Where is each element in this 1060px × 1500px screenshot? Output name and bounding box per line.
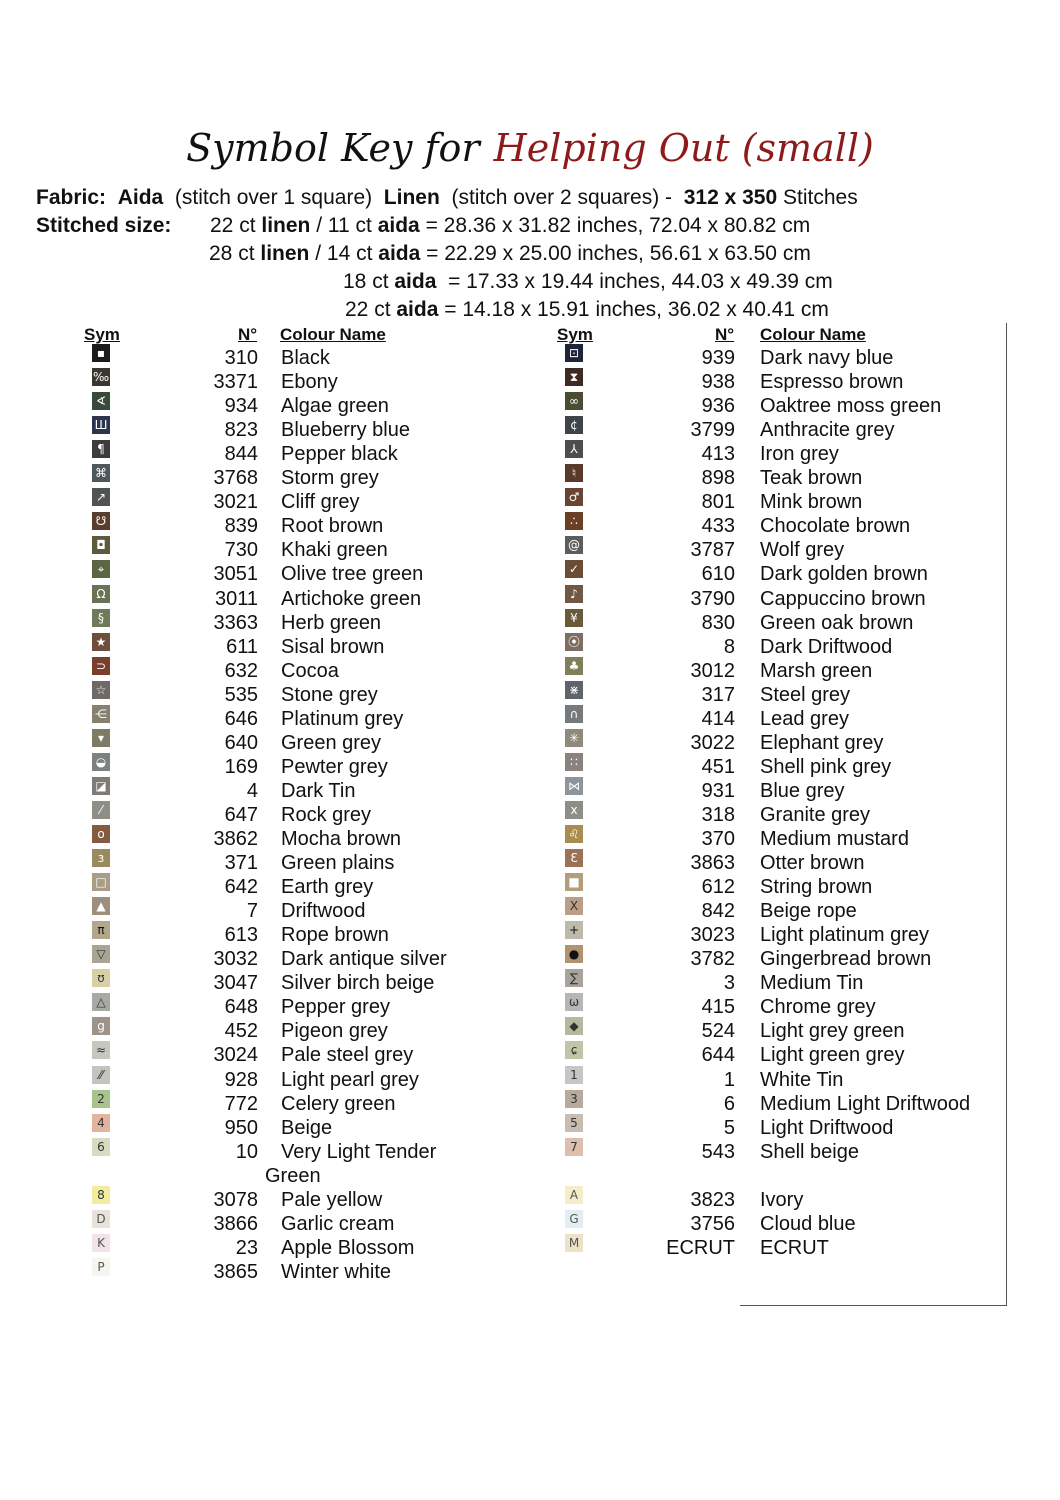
dmc-number: 3768 [213,467,258,489]
bottom-border-line [740,1305,1007,1306]
stitches-word: Stitches [783,186,858,209]
symbol-swatch-icon: 8 [92,1186,110,1204]
dmc-number: 610 [701,563,735,585]
symbol-swatch-icon: ⌖ [92,560,110,578]
dmc-number: 613 [224,924,258,946]
dmc-number: 318 [701,804,735,826]
colour-name: Dark navy blue [760,347,894,369]
symbol-swatch-icon: ✳ [565,729,583,747]
symbol-swatch-icon: ɕ [565,1041,583,1059]
dmc-number: 632 [224,660,258,682]
colour-name: Pepper black [281,443,398,465]
dmc-number: 7 [246,900,258,922]
symbol-swatch-icon: 6 [92,1138,110,1156]
dmc-number: 370 [701,828,735,850]
colour-name: Celery green [281,1093,396,1115]
colour-name: Storm grey [281,467,379,489]
dmc-number: 415 [701,996,735,1018]
colour-name: Anthracite grey [760,419,895,441]
dmc-number: 928 [224,1069,258,1091]
dmc-number: 839 [224,515,258,537]
colour-name: Mink brown [760,491,863,513]
dmc-number: 310 [224,347,258,369]
dmc-number: 169 [224,756,258,778]
stitch-count: 312 x 350 [683,186,778,209]
symbol-swatch-icon: ■ [565,873,583,891]
colour-name: Dark Driftwood [760,636,893,658]
symbol-swatch-icon: ∞ [565,392,583,410]
dmc-number: 823 [224,419,258,441]
stitched-size-label: Stitched size: [36,214,172,237]
colour-name: Sisal brown [281,636,385,658]
pattern-name: Helping Out (small) [493,126,874,170]
dmc-number: 612 [701,876,735,898]
dmc-number: 647 [224,804,258,826]
symbol-swatch-icon: ♌ [565,825,583,843]
symbol-swatch-icon: M [565,1234,583,1252]
symbol-swatch-icon: ♂ [565,488,583,506]
symbol-swatch-icon: o [92,825,110,843]
dmc-number: 950 [224,1117,258,1139]
colour-name: Winter white [281,1261,392,1283]
stitched-size-line: 28 ct linen / 14 ct aida = 22.29 x 25.00 inches, 56.61 x 63.50 cm [209,242,811,265]
dmc-number: 10 [235,1141,258,1163]
symbol-swatch-icon: 1 [565,1066,583,1084]
colour-name: ECRUT [760,1237,829,1259]
colour-name: Driftwood [281,900,366,922]
colour-name: Root brown [281,515,384,537]
colour-name: Wolf grey [760,539,845,561]
colour-name: Dark golden brown [760,563,928,585]
symbol-swatch-icon: ¥ [565,609,583,627]
dmc-number: 317 [701,684,735,706]
colour-name: Green oak brown [760,612,914,634]
colour-name: Stone grey [281,684,378,706]
symbol-swatch-icon: X [565,897,583,915]
colour-name: Pewter grey [281,756,388,778]
dmc-number: 4 [246,780,258,802]
dmc-number: 6 [723,1093,735,1115]
colour-name: Oaktree moss green [760,395,942,417]
symbol-swatch-icon: D [92,1210,110,1228]
symbol-swatch-icon: △ [92,993,110,1011]
colour-name: Green plains [281,852,395,874]
colour-name-header: Colour Name [280,325,386,344]
symbol-swatch-icon: ∢ [92,392,110,410]
colour-name: Light grey green [760,1020,905,1042]
dmc-number: 3790 [690,588,735,610]
page-title [0,126,1060,170]
symbol-swatch-icon: ⦿ [565,633,583,651]
sym-header: Sym [557,325,593,344]
dmc-number: 648 [224,996,258,1018]
dmc-number: 934 [224,395,258,417]
colour-name: Ivory [760,1189,804,1211]
dmc-number: 371 [224,852,258,874]
symbol-swatch-icon: ⁄⁄ [92,1066,110,1084]
colour-name: Earth grey [281,876,374,898]
symbol-swatch-icon: ɜ [92,849,110,867]
dmc-number: 543 [701,1141,735,1163]
dmc-number: 413 [701,443,735,465]
dmc-number: 23 [235,1237,258,1259]
colour-name: Khaki green [281,539,388,561]
colour-name: Chocolate brown [760,515,911,537]
dmc-number: 451 [701,756,735,778]
colour-name: Artichoke green [281,588,422,610]
symbol-swatch-icon: A [565,1186,583,1204]
symbol-swatch-icon: ⋈ [565,777,583,795]
colour-name: Marsh green [760,660,873,682]
dmc-number: 3866 [213,1213,258,1235]
colour-name: Cocoa [281,660,339,682]
dmc-number: 3371 [213,371,258,393]
dmc-number: 938 [701,371,735,393]
symbol-swatch-icon: ⊡ [565,344,583,362]
dmc-number: 830 [701,612,735,634]
colour-name: Pale steel grey [281,1044,414,1066]
symbol-swatch-icon: ▲ [92,897,110,915]
symbol-swatch-icon: ⋇ [565,681,583,699]
symbol-swatch-icon: g [92,1017,110,1035]
symbol-swatch-icon: ⧗ [565,368,583,386]
colour-name: Algae green [281,395,389,417]
number-header: N° [238,325,258,344]
symbol-swatch-icon: ⁄ [92,801,110,819]
colour-name: Espresso brown [760,371,904,393]
dmc-number: 3863 [690,852,735,874]
symbol-swatch-icon: 4 [92,1114,110,1132]
colour-name: Shell beige [760,1141,859,1163]
dmc-number: 5 [723,1117,735,1139]
fabric-label: Fabric: [36,186,107,209]
symbol-swatch-icon: ‰ [92,370,110,384]
colour-name: Pepper grey [281,996,390,1018]
stitched-size-line: 18 ct aida = 17.33 x 19.44 inches, 44.03 x 49.39 cm [343,270,833,293]
symbol-swatch-icon: 3 [565,1090,583,1108]
dmc-number: 3024 [213,1044,258,1066]
colour-name: Steel grey [760,684,851,706]
dmc-number: 842 [701,900,735,922]
stitched-size-line: 22 ct aida = 14.18 x 15.91 inches, 36.02 x 40.41 cm [345,298,829,321]
symbol-swatch-icon: ⌘ [92,464,110,482]
colour-name: Olive tree green [281,563,424,585]
colour-name: Dark antique silver [281,948,447,970]
colour-name: Cappuccino brown [760,588,926,610]
dmc-number: 3363 [213,612,258,634]
symbol-swatch-icon: P [92,1258,110,1276]
symbol-swatch-icon: + [565,921,583,939]
dmc-number: 3787 [690,539,735,561]
dmc-number: 3051 [213,563,258,585]
colour-name: Medium mustard [760,828,909,850]
sym-header: Sym [84,325,120,344]
fabric-linen-note: (stitch over 2 squares) - [451,186,673,209]
colour-name: Shell pink grey [760,756,892,778]
symbol-swatch-icon: @ [565,536,583,554]
dmc-number: 3047 [213,972,258,994]
symbol-swatch-icon: ◆ [565,1017,583,1035]
symbol-swatch-icon: 2 [92,1090,110,1108]
colour-name: Black [281,347,330,369]
dmc-number: 3 [723,972,735,994]
symbol-swatch-icon: ☆ [92,681,110,699]
symbol-swatch-icon: ⅄ [565,440,583,458]
symbol-swatch-icon: ▪ [92,344,110,362]
colour-name: Granite grey [760,804,871,826]
colour-name: Gingerbread brown [760,948,932,970]
stitched-size-line: 22 ct linen / 11 ct aida = 28.36 x 31.82 inches, 72.04 x 80.82 cm [210,214,811,237]
colour-name: Garlic cream [281,1213,395,1235]
symbol-swatch-icon: ↗ [92,488,110,506]
colour-name: Medium Light Driftwood [760,1093,971,1115]
colour-name: Apple Blossom [281,1237,415,1259]
dmc-number: 3023 [690,924,735,946]
colour-name: Green grey [281,732,382,754]
colour-name: Light platinum grey [760,924,929,946]
colour-name: Herb green [281,612,382,634]
symbol-swatch-icon: ♪ [565,585,583,603]
colour-name: Rock grey [281,804,372,826]
colour-name-header: Colour Name [760,325,866,344]
dmc-number: 844 [224,443,258,465]
dmc-number: 535 [224,684,258,706]
colour-name: Chrome grey [760,996,876,1018]
colour-name: Beige rope [760,900,857,922]
colour-name: Pale yellow [281,1189,383,1211]
symbol-swatch-icon: ☋ [92,512,110,530]
symbol-swatch-icon: □ [92,873,110,891]
symbol-swatch-icon: § [92,609,110,627]
colour-name: Pigeon grey [281,1020,388,1042]
dmc-number: 1 [723,1069,735,1091]
dmc-number: 3782 [690,948,735,970]
symbol-swatch-icon: ♣ [565,657,583,675]
colour-name: Dark Tin [281,780,356,802]
colour-name: Cliff grey [281,491,360,513]
dmc-number: 8 [723,636,735,658]
colour-name: Light green grey [760,1044,905,1066]
symbol-swatch-icon: ∷ [565,753,583,771]
colour-name-continued: Green [265,1165,321,1187]
dmc-number: 772 [224,1093,258,1115]
colour-name: Light Driftwood [760,1117,894,1139]
colour-name: Beige [281,1117,333,1139]
dmc-number: 801 [701,491,735,513]
fabric-aida: Aida [117,186,164,209]
symbol-swatch-icon: ● [565,945,583,963]
symbol-swatch-icon: Ω [92,585,110,603]
colour-name: String brown [760,876,873,898]
colour-name: Lead grey [760,708,849,730]
dmc-number: 931 [701,780,735,802]
symbol-swatch-icon: ✓ [565,560,583,578]
colour-name: Otter brown [760,852,865,874]
symbol-swatch-icon: Ш [92,416,110,434]
dmc-number: 3011 [214,588,258,610]
title-prefix: Symbol Key for [186,126,480,170]
colour-name: Blueberry blue [281,419,410,441]
dmc-number: 3862 [213,828,258,850]
dmc-number: 3799 [690,419,735,441]
symbol-swatch-icon: K [92,1234,110,1252]
colour-name: Rope brown [281,924,389,946]
number-header: N° [715,325,735,344]
symbol-swatch-icon: ʊ [92,969,110,987]
symbol-swatch-icon: ¢ [565,416,583,434]
dmc-number: 3823 [690,1189,735,1211]
colour-name: Blue grey [760,780,845,802]
colour-name: Cloud blue [760,1213,856,1235]
fabric-line [36,184,858,212]
symbol-swatch-icon: ◪ [92,777,110,795]
fabric-linen: Linen [383,186,440,209]
colour-name: Light pearl grey [281,1069,419,1091]
colour-name: Teak brown [760,467,863,489]
symbol-swatch-icon: 5 [565,1114,583,1132]
dmc-number: 414 [701,708,735,730]
symbol-swatch-icon: ★ [92,633,110,651]
fabric-aida-note: (stitch over 1 square) [174,186,373,209]
symbol-swatch-icon: Ɛ [565,849,583,867]
colour-name: White Tin [760,1069,844,1091]
dmc-number: 3021 [213,491,258,513]
colour-name: Elephant grey [760,732,884,754]
dmc-number: 524 [701,1020,735,1042]
dmc-number: ECRUT [666,1237,735,1259]
dmc-number: 3756 [690,1213,735,1235]
symbol-swatch-icon: ω [565,993,583,1011]
dmc-number: 730 [224,539,258,561]
dmc-number: 3022 [690,732,735,754]
colour-name: Very Light Tender [281,1141,437,1163]
colour-name: Silver birch beige [281,972,435,994]
dmc-number: 642 [224,876,258,898]
dmc-number: 3078 [213,1189,258,1211]
symbol-swatch-icon: π [92,921,110,939]
dmc-number: 640 [224,732,258,754]
colour-name: Platinum grey [281,708,404,730]
dmc-number: 644 [701,1044,735,1066]
symbol-swatch-icon: x [565,801,583,819]
symbol-swatch-icon: ◘ [92,536,110,554]
dmc-number: 936 [701,395,735,417]
symbol-swatch-icon: G [565,1210,583,1228]
dmc-number: 646 [224,708,258,730]
symbol-swatch-icon: ∑ [565,969,583,987]
dmc-number: 3012 [690,660,735,682]
dmc-number: 452 [224,1020,258,1042]
symbol-swatch-icon: ⋲ [92,705,110,723]
symbol-swatch-icon: ∴ [565,512,583,530]
symbol-swatch-icon: ◒ [92,753,110,771]
dmc-number: 433 [701,515,735,537]
colour-name: Medium Tin [760,972,864,994]
symbol-swatch-icon: 7 [565,1138,583,1156]
colour-name: Ebony [281,371,338,393]
dmc-number: 611 [226,636,258,658]
colour-name: Mocha brown [281,828,402,850]
symbol-swatch-icon: ¶ [92,440,110,458]
right-border-line [1006,323,1007,1306]
colour-name: Iron grey [760,443,839,465]
dmc-number: 3865 [213,1261,258,1283]
symbol-swatch-icon: ≈ [92,1041,110,1059]
dmc-number: 898 [701,467,735,489]
symbol-swatch-icon: ♮ [565,464,583,482]
symbol-swatch-icon: ▾ [92,729,110,747]
symbol-swatch-icon: ▽ [92,945,110,963]
dmc-number: 3032 [213,948,258,970]
dmc-number: 939 [701,347,735,369]
symbol-swatch-icon: ∩ [565,705,583,723]
symbol-swatch-icon: ⊃ [92,657,110,675]
